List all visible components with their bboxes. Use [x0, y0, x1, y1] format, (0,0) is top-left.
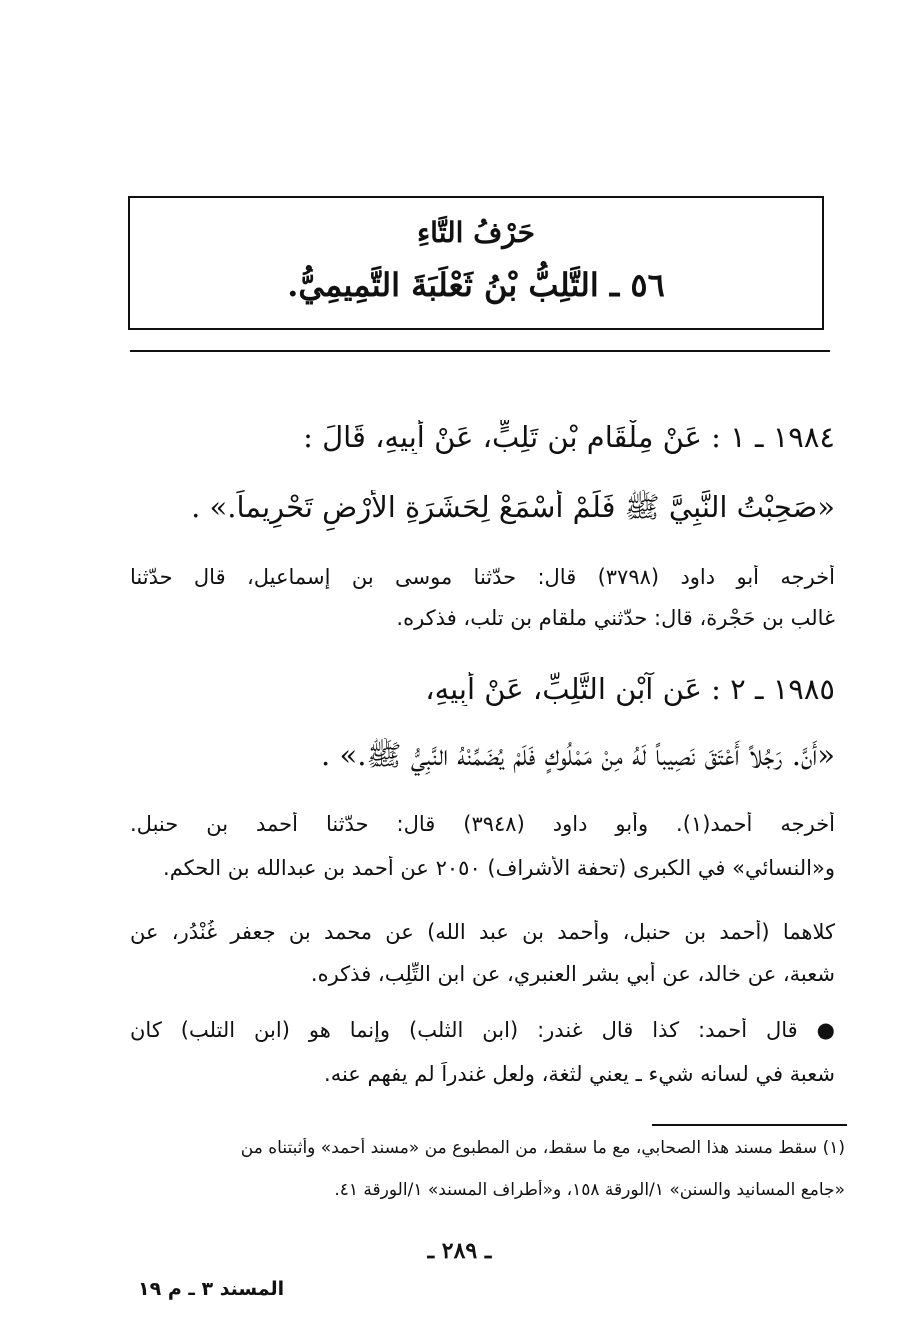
footnote-line-1: (١) سقط مسند هذا الصحابي، مع ما سقط، من المطبوع من «مسند أحمد» وأثبتناه من [240, 1138, 845, 1158]
takhrij-1-line-1: أخرجه أبو داود (٣٧٩٨) قال: حدّثنا موسى بن إسماعيل، قال حدّثنا [130, 565, 835, 589]
note-line-1: ● قال أحمد: كذا قال غندر: (ابن الثلب) وإنما هو (ابن التلب) كان [130, 1018, 835, 1042]
hadith-2-chain: ١٩٨٥ ـ ٢ : عَنِ آبْنِ التَّلِبِّ، عَنْ أَبِيهِ، [425, 672, 835, 706]
takhrij-2-line-2: و«النسائي» في الكبرى (تحفة الأشراف) ٢٠٥٠ عن أحمد بن عبدالله بن الحكم. [163, 856, 835, 880]
both-line-2: شعبة، عن خالد، عن أبي بشر العنبري، عن ابن التِّلِب، فذكره. [310, 962, 835, 986]
footnote-rule [652, 1124, 847, 1126]
page-number: ـ ٢٨٩ ـ [427, 1238, 492, 1264]
takhrij-2-line-1: أخرجه أحمد(١). وأبو داود (٣٩٤٨) قال: حدّثنا أحمد بن حنبل. [130, 812, 835, 836]
hadith-1-chain: ١٩٨٤ ـ ١ : عَنْ مِلْقَامِ بْنِ تَلِبٍّ، عَنْ أَبِيهِ، قَالَ : [303, 420, 835, 454]
both-line-1: كلاهما (أحمد بن حنبل، وأحمد بن عبد الله) عن محمد بن جعفر غُنْدُر، عن [130, 920, 835, 944]
note-line-2: شعبة في لسانه شيء ـ يعني لثغة، ولعل غندراً لم يفهم عنه. [324, 1062, 835, 1086]
printer-signature: المسند ٣ ـ م ١٩ [138, 1278, 285, 1300]
hadith-2-text: «أَنَّ. رَجُلاً أَعْتَقَ نَصِيباً لَهُ مِنْ مَمْلُوكٍ فَلَمْ يُضَمِّنْهُ النَّبِيُّ ﷺ.» . [321, 738, 835, 772]
chapter-title-box [128, 196, 824, 330]
header-rule [130, 350, 830, 352]
hadith-1-text: «صَحِبْتُ النَّبِيَّ ﷺ فَلَمْ أَسْمَعْ لِحَشَرَةِ الأَرْضِ تَحْرِيماً.» . [191, 490, 835, 524]
takhrij-1-line-2: غالب بن حَجْرة، قال: حدّثني ملقام بن تلب، فذكره. [396, 606, 835, 630]
footnote-line-2: «جامع المسانيد والسنن» ١/الورقة ١٥٨، و«أطراف المسند» ١/الورقة ٤١. [334, 1180, 845, 1200]
entry-title: ٥٦ ـ التَّلِبُّ بْنُ ثَعْلَبَةَ التَّمِيمِيُّ. [287, 266, 665, 304]
chapter-heading: حَرْفُ التَّاءِ [417, 216, 535, 249]
